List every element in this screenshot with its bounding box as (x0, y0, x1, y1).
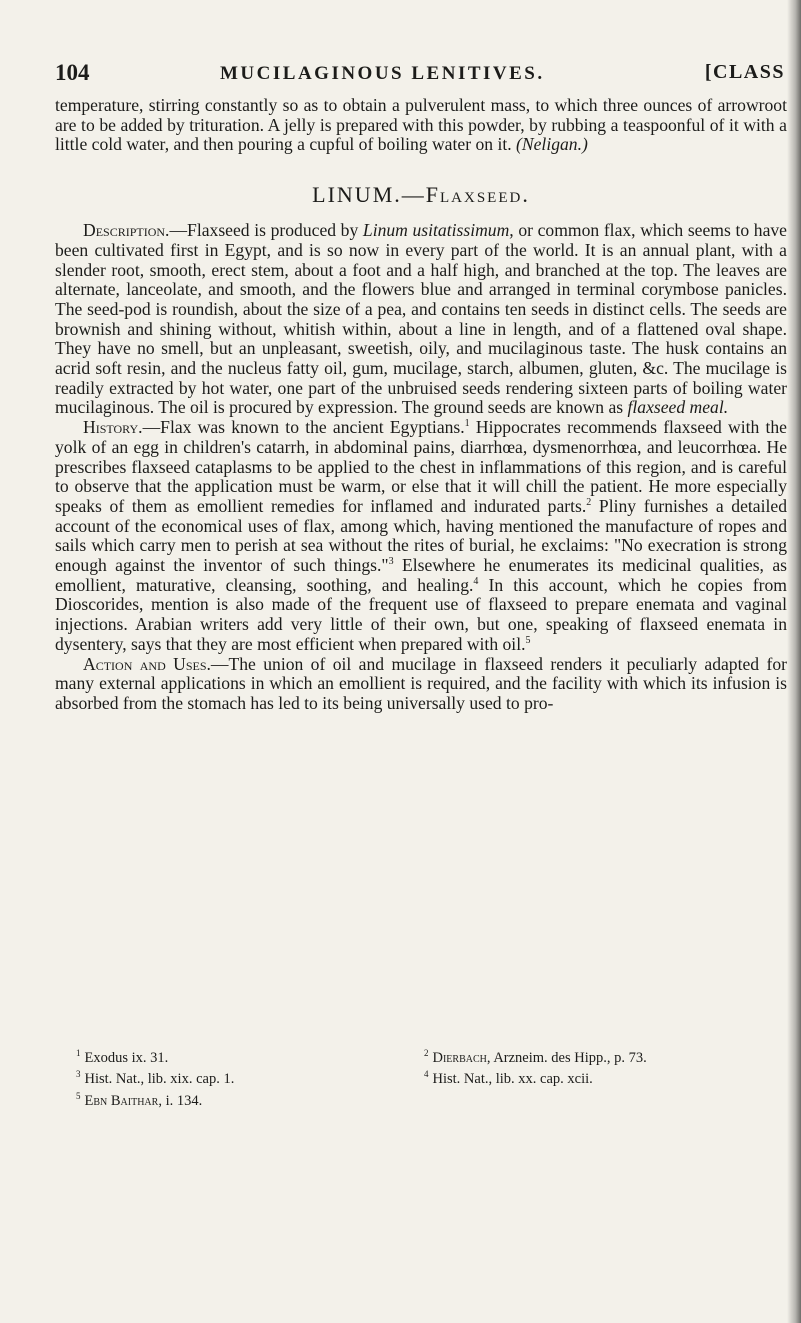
footnote-5 (76, 1088, 424, 1109)
footnote-mark: 3 (76, 1069, 81, 1080)
footnote-ref-3: 3 (388, 556, 394, 568)
flaxseed-meal: flaxseed meal. (627, 397, 729, 418)
running-head (55, 60, 785, 86)
footnote-text: Exodus ix. 31. (84, 1049, 169, 1066)
footnote-row (76, 1066, 776, 1087)
section-heading (55, 182, 787, 208)
footnote-mark: 5 (76, 1090, 81, 1101)
footnote-mark: 2 (424, 1048, 429, 1058)
footnote-2 (424, 1045, 772, 1066)
footnote-row (76, 1088, 776, 1109)
footnote-mark: 1 (76, 1048, 81, 1058)
footnote-text: Hist. Nat., lib. xx. cap. xcii. (432, 1071, 593, 1088)
footnote-row (76, 1045, 776, 1066)
heading-dash: — (401, 182, 426, 208)
description-paragraph (55, 221, 787, 418)
action-text: —The union of oil and mucilage in flaxseed renders it peculiarly adapted for many external applications in which an emollient is required, and the facility with which its infusion is absorbed from the stomach has led to its being universally used to pro- (55, 653, 787, 713)
page-body (55, 96, 787, 714)
history-paragraph (55, 418, 787, 654)
footnote-text: i. 134. (161, 1092, 203, 1109)
description-text-1: —Flaxseed is produced by (169, 220, 363, 241)
footnote-author: Ebn Baithar, (84, 1092, 162, 1109)
class-label: [CLASS (704, 61, 785, 83)
footnotes (76, 1045, 776, 1109)
footnote-author: Dierbach, (432, 1049, 491, 1066)
footnote-ref-1: 1 (464, 418, 470, 430)
heading-english: Flaxseed. (425, 182, 530, 208)
chapter-title: MUCILAGINOUS LENITIVES. (220, 63, 545, 84)
intro-citation: (Neligan.) (516, 134, 588, 155)
history-text-1: —Flax was known to the ancient Egyptians. (142, 417, 465, 438)
page-number: 104 (55, 60, 90, 85)
history-text-5: In this account, which he copies from Dioscorides, mention is also made of the frequent use of flaxseed to prepare enemata and vaginal injections. Arabian writers add very little of their own, but one, speaking of flaxseed enemata in dysentery, says that they are most efficient when prepared with oil. (55, 574, 787, 654)
history-text-2: Hippocrates recommends flaxseed with the yolk of an egg in children's catarrh, in abdominal pains, diarrhœa, dysmenorrhœa, and leucorrhœa. He prescribes flaxseed cataplasms to be applied to the chest in inflammations of this region, and is careful to observe that the application must be warm, or else that it will chill the patient. He more especially speaks of them as emollient remedies for inflamed and indurated parts. (55, 417, 787, 516)
description-label: Description. (83, 220, 170, 241)
history-text-4: Elsewhere he enumerates its medicinal qualities, as emollient, maturative, cleansing, soothing, and healing. (55, 555, 787, 595)
footnote-mark: 4 (424, 1069, 429, 1080)
footnote-text: Hist. Nat., lib. xix. cap. 1. (84, 1071, 235, 1088)
footnote-3 (76, 1066, 424, 1087)
footnote-4 (424, 1066, 772, 1087)
page-edge-shadow (787, 0, 801, 1323)
action-label: Action and Uses. (83, 653, 211, 674)
intro-paragraph (55, 96, 787, 155)
footnote-ref-5: 5 (525, 635, 531, 647)
footnote-ref-4: 4 (473, 575, 479, 587)
history-label: History. (83, 417, 143, 438)
action-paragraph (55, 655, 787, 714)
footnote-ref-2: 2 (586, 497, 592, 509)
footnote-1 (76, 1045, 424, 1066)
history-text-3: Pliny furnishes a detailed account of the economical uses of flax, among which, having mentioned the manufacture of ropes and sails which carry men to perish at sea without the rites of burial, he exclaims: "No execration is strong enough against the inventor of such things." (55, 495, 787, 576)
description-text-2: or common flax, which seems to have been cultivated first in Egypt, and is so now in every part of the world. It is an annual plant, with a slender root, smooth, erect stem, about a foot and a half high, and branched at the top. The leaves are alternate, lanceolate, and smooth, and the flowers blue and arranged in terminal corymbose panicles. The seed-pod is roundish, about the size of a pea, and contains ten seeds in distinct cells. The seeds are brownish and shining without, whitish within, about a line in length, and of a flattened oval shape. They have no smell, but an unpleasant, sweetish, oily, and mucilaginous taste. The husk contains an acrid soft resin, and the nucleus fatty oil, gum, mucilage, starch, albumen, gluten, &c. The mucilage is readily extracted by hot water, one part of the unbruised seeds rendering sixteen parts of boiling water mucilaginous. The oil is procured by expression. The ground seeds are known as (55, 220, 787, 418)
footnote-text: Arzneim. des Hipp., p. 73. (490, 1049, 647, 1066)
heading-latin: LINUM. (312, 182, 402, 208)
intro-text: temperature, stirring constantly so as to obtain a pulverulent mass, to which three ounces of arrowroot are to be added by trituration. A jelly is prepared with this powder, by rubbing a teaspoonful of it with a little cold water, and then pouring a cupful of boiling water on it. (55, 95, 787, 155)
latin-name: Linum usitatissimum, (362, 220, 514, 241)
